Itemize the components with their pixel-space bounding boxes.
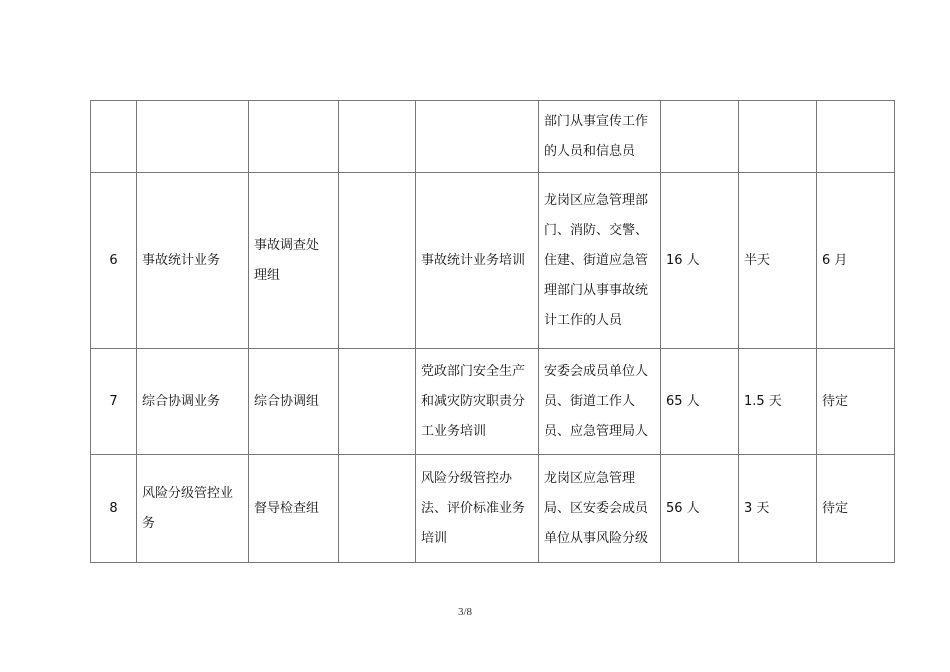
cell-text-line: 综合协调业务 [142,393,221,409]
cell-schedule: 6 月 [817,173,895,349]
page-number: 3/8 [457,606,473,618]
cell-trainees [539,349,661,455]
cell-training-course [416,173,539,349]
cell-text-line: 事故统计业务 [142,252,221,268]
cell-text-line: 理部门从事事故统 [544,282,649,298]
cell-text-line: 培训 [421,530,448,546]
cell-text-line: 住建、街道应急管 [544,252,649,268]
cell-duration: 1.5 天 [739,349,817,455]
cell-trainees [539,455,661,563]
cell-text-line: 事故调查处 [254,237,320,253]
cell-trainees [539,101,661,173]
cell-empty [339,101,416,173]
cell-headcount: 56 人 [661,455,739,563]
cell-empty [339,455,416,563]
cell-text-line: 计工作的人员 [544,312,623,328]
cell-index [91,101,137,173]
training-plan-table [90,100,895,563]
cell-text-line: 和减灾防灾职责分 [421,393,526,409]
cell-training-course [416,101,539,173]
cell-text-line: 理组 [254,267,281,283]
cell-empty [339,173,416,349]
cell-text-line: 员、应急管理局人 [544,423,649,439]
cell-duration [739,101,817,173]
table-row [91,173,895,349]
table-row [91,455,895,563]
cell-text-line: 安委会成员单位人 [544,363,649,379]
cell-text-line: 务 [142,515,156,531]
cell-text-line: 风险分级管控业 [142,485,234,501]
cell-index: 6 [91,173,137,349]
cell-text-line: 法、评价标准业务 [421,500,526,516]
cell-text-line: 龙岗区应急管理部 [544,192,649,208]
cell-text-line: 局、区安委会成员 [544,500,649,516]
cell-text-line: 党政部门安全生产 [421,363,526,379]
cell-schedule [817,101,895,173]
cell-schedule: 待定 [817,349,895,455]
cell-text-line: 员、街道工作人 [544,393,636,409]
cell-index: 7 [91,349,137,455]
cell-training-course [416,455,539,563]
cell-text-line: 综合协调组 [254,393,320,409]
cell-schedule: 待定 [817,455,895,563]
cell-text-line: 的人员和信息员 [544,143,636,159]
table-row [91,101,895,173]
cell-trainees [539,173,661,349]
table-row [91,349,895,455]
cell-responsible-group [249,101,339,173]
cell-responsible-group [249,173,339,349]
cell-duration: 3 天 [739,455,817,563]
cell-business-type [137,349,249,455]
cell-responsible-group [249,455,339,563]
cell-text-line: 门、消防、交警、 [544,222,649,238]
cell-headcount: 16 人 [661,173,739,349]
cell-text-line: 风险分级管控办 [421,470,513,486]
cell-text-line: 事故统计业务培训 [421,252,526,268]
cell-empty [339,349,416,455]
cell-text-line: 督导检查组 [254,500,320,516]
cell-headcount: 65 人 [661,349,739,455]
cell-duration: 半天 [739,173,817,349]
cell-headcount [661,101,739,173]
table-body [91,101,895,563]
cell-business-type [137,101,249,173]
cell-text-line: 部门从事宣传工作 [544,113,649,129]
cell-business-type [137,173,249,349]
cell-text-line: 龙岗区应急管理 [544,470,636,486]
cell-text-line: 工业务培训 [421,423,487,439]
cell-text-line: 单位从事风险分级 [544,530,649,546]
cell-business-type [137,455,249,563]
cell-training-course [416,349,539,455]
cell-responsible-group [249,349,339,455]
cell-index: 8 [91,455,137,563]
